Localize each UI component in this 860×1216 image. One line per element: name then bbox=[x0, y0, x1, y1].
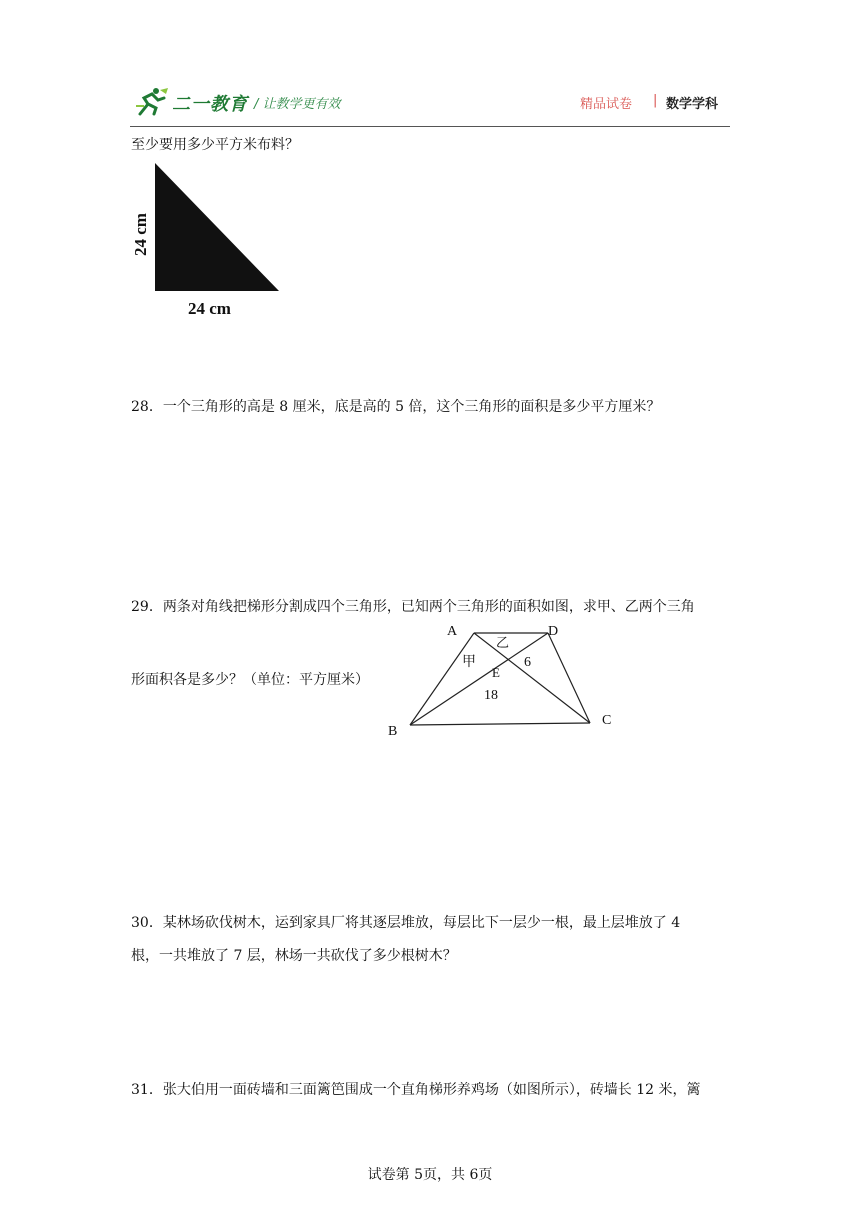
runner-logo-icon bbox=[134, 86, 174, 118]
q27-continuation: 至少要用多少平方米布料？ bbox=[131, 137, 299, 153]
q29-line1: 29．两条对角线把梯形分割成四个三角形，已知两个三角形的面积如图，求甲、乙两个三角 bbox=[131, 599, 695, 615]
bottom-base bbox=[410, 723, 590, 725]
subject-label: 数学学科 bbox=[666, 97, 719, 112]
header-divider bbox=[130, 126, 730, 127]
q30-line2: 根，一共堆放了 7 层，林场一共砍伐了多少根树木？ bbox=[131, 948, 457, 964]
side-label: 24 cm bbox=[131, 213, 150, 256]
label-d: D bbox=[548, 624, 559, 639]
label-e: E bbox=[492, 665, 500, 680]
q29-line2: 形面积各是多少？（单位：平方厘米） bbox=[131, 672, 369, 688]
q30-line1: 30．某林场砍伐树木，运到家具厂将其逐层堆放，每层比下一层少一根，最上层堆放了 4 bbox=[131, 915, 681, 931]
logo-text: 二一教育 bbox=[172, 94, 248, 115]
q29-trapezoid-figure bbox=[380, 618, 630, 743]
label-area-6: 6 bbox=[524, 655, 531, 670]
q27-triangle-figure bbox=[124, 160, 294, 325]
q31-line1: 31．张大伯用一面砖墙和三面篱笆围成一个直角梯形养鸡场（如图所示），砖墙长 12 米，篱 bbox=[131, 1082, 701, 1098]
label-b: B bbox=[388, 724, 398, 739]
label-a: A bbox=[447, 624, 458, 639]
base-label: 24 cm bbox=[188, 299, 231, 318]
label-jia: 甲 bbox=[462, 655, 476, 670]
q28-text: 28．一个三角形的高是 8 厘米，底是高的 5 倍，这个三角形的面积是多少平方厘米？ bbox=[131, 399, 661, 415]
page-footer: 试卷第 5页，共 6页 bbox=[367, 1167, 493, 1183]
label-yi: 乙 bbox=[496, 635, 510, 650]
left-leg bbox=[410, 633, 474, 725]
right-leg bbox=[548, 633, 590, 723]
badge-label: 精品试卷 bbox=[580, 97, 633, 112]
header-separator: | bbox=[653, 93, 658, 108]
label-c: C bbox=[602, 713, 612, 728]
diagonal-bd bbox=[410, 633, 548, 725]
label-area-18: 18 bbox=[484, 688, 498, 703]
right-triangle bbox=[155, 163, 279, 291]
slogan: / 让教学更有效 bbox=[254, 97, 341, 112]
